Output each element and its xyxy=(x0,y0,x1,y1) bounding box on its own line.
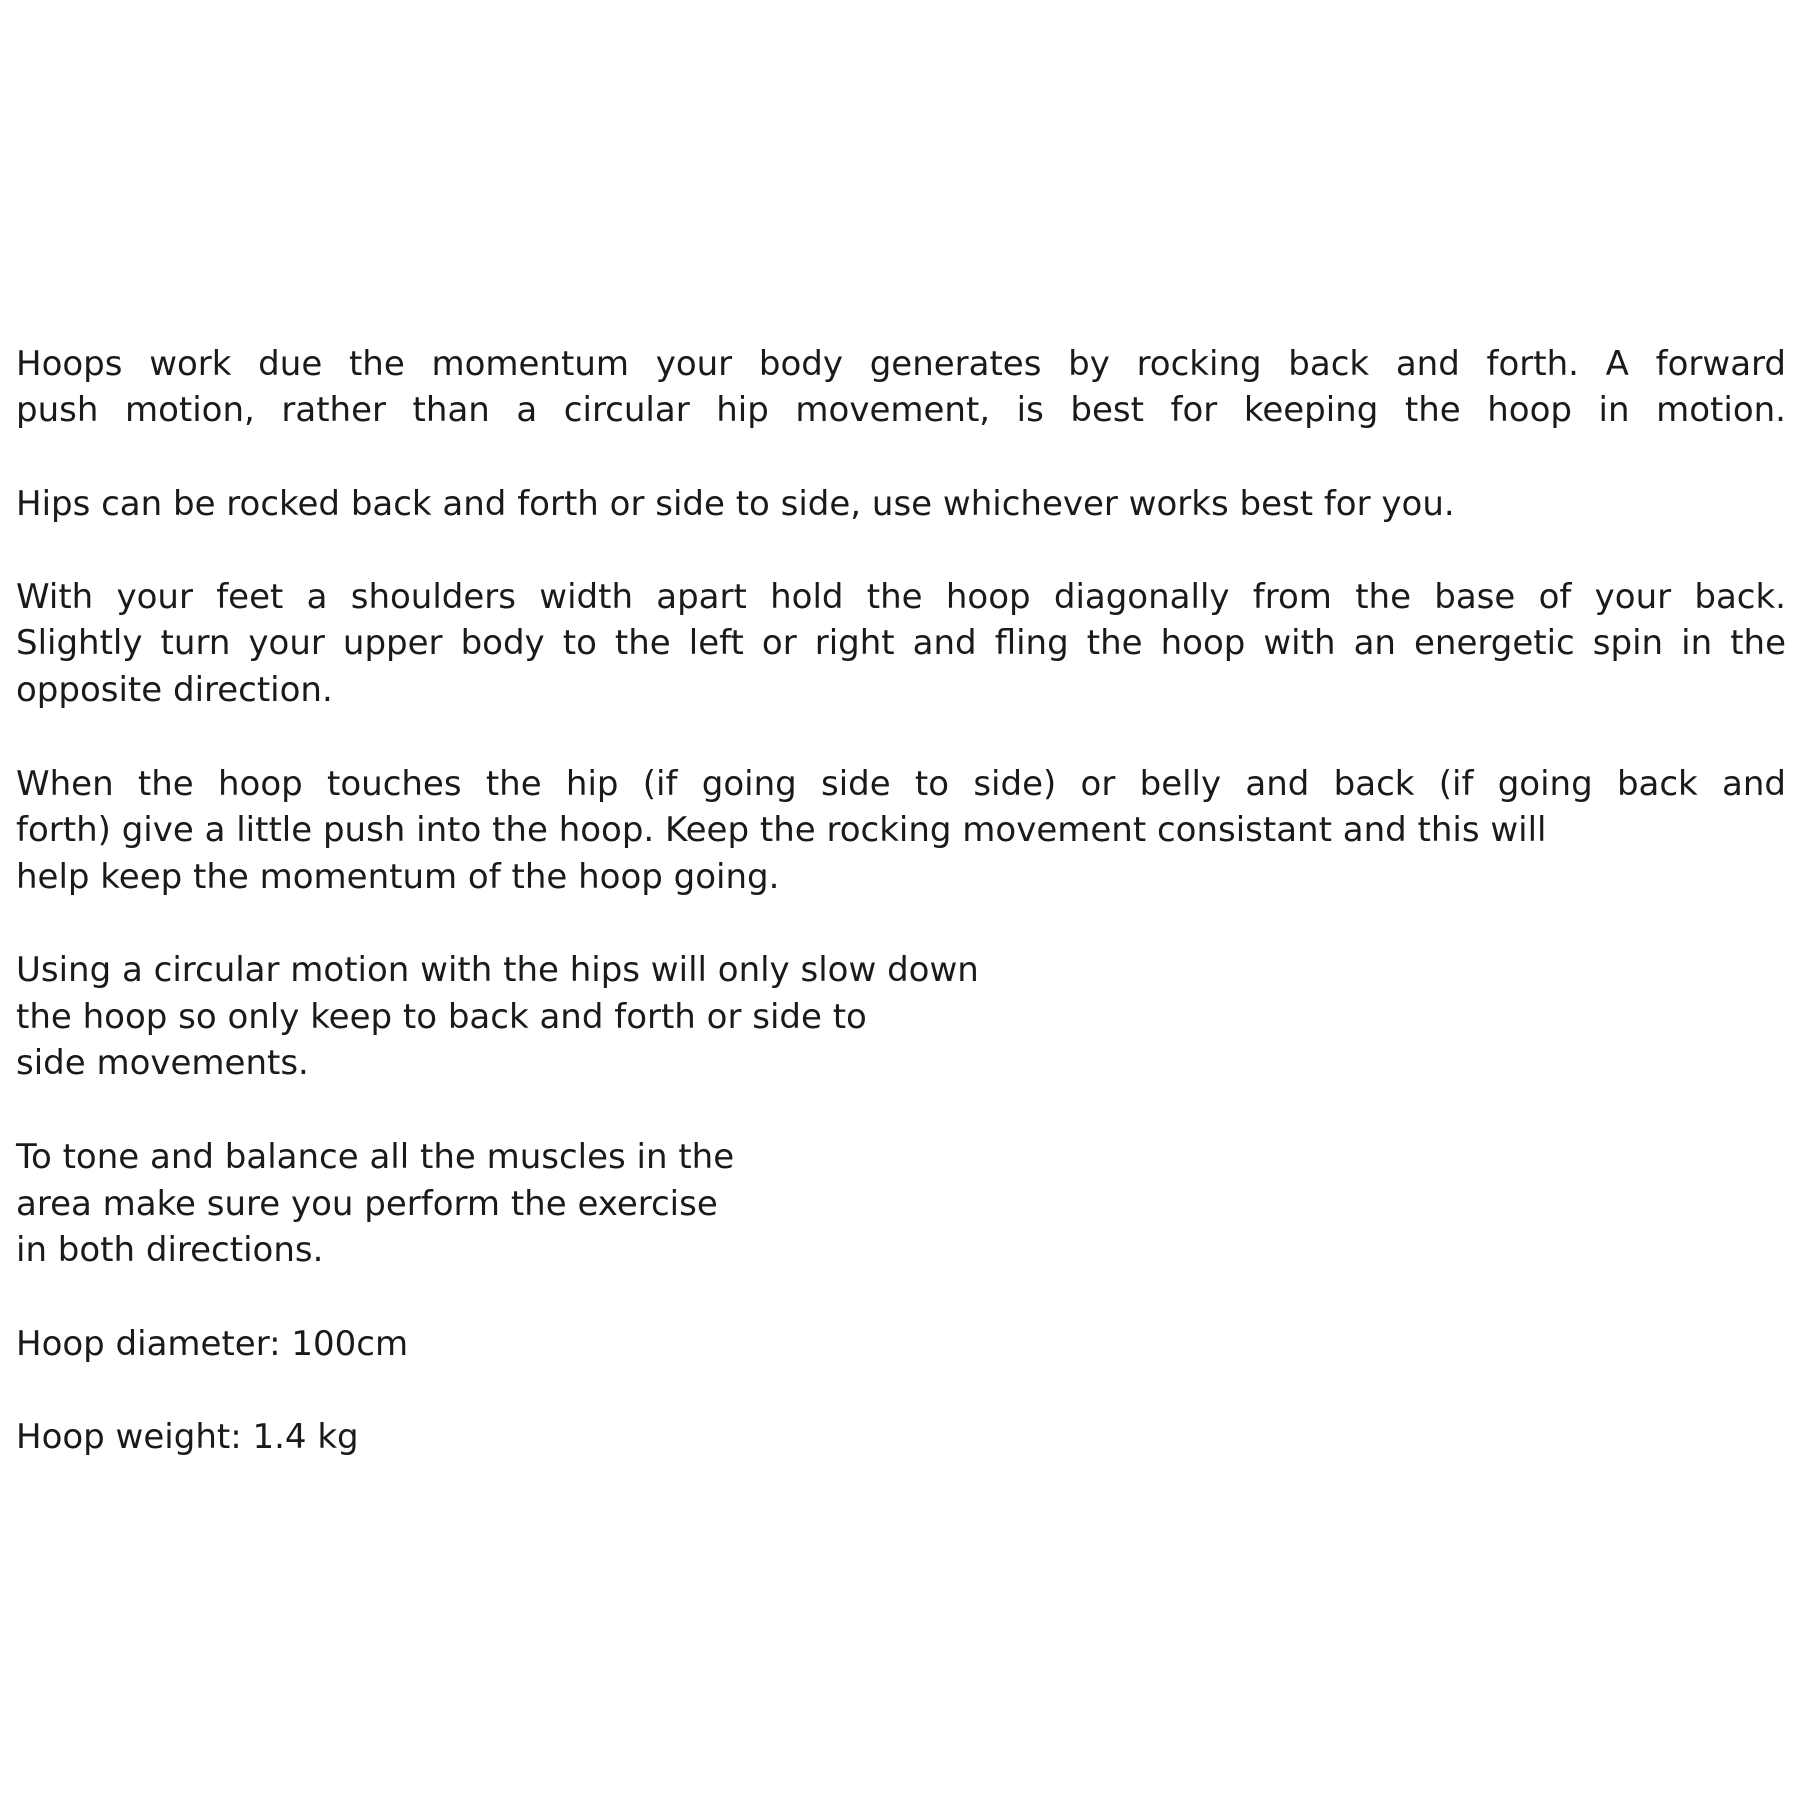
spec-hoop-weight: Hoop weight: 1.4 kg xyxy=(16,1417,359,1457)
paragraph-tone-line-3: in both directions. xyxy=(16,1230,324,1270)
paragraph-momentum-line-2: push motion, rather than a circular hip movement, is best for keeping the hoop in motion. xyxy=(16,390,1786,430)
paragraph-circular-line-3: side movements. xyxy=(16,1043,309,1083)
paragraph-stance-line-3: opposite direction. xyxy=(16,670,333,710)
paragraph-circular-line-1: Using a circular motion with the hips will only slow down xyxy=(16,950,979,990)
paragraph-circular-line-2: the hoop so only keep to back and forth or side to xyxy=(16,997,867,1037)
paragraph-tone-line-2: area make sure you perform the exercise xyxy=(16,1184,718,1224)
paragraph-momentum-line-1: Hoops work due the momentum your body generates by rocking back and forth. A forward xyxy=(16,344,1786,384)
paragraph-push-line-2: forth) give a little push into the hoop. Keep the rocking movement consistant and this will xyxy=(16,810,1547,850)
paragraph-stance-line-2: Slightly turn your upper body to the left or right and fling the hoop with an energetic spin in the xyxy=(16,623,1786,663)
paragraph-stance-line-1: With your feet a shoulders width apart hold the hoop diagonally from the base of your back. xyxy=(16,577,1786,617)
paragraph-push-line-1: When the hoop touches the hip (if going side to side) or belly and back (if going back and xyxy=(16,764,1786,804)
paragraph-hips-line-1: Hips can be rocked back and forth or side to side, use whichever works best for you. xyxy=(16,484,1455,524)
paragraph-push-line-3: help keep the momentum of the hoop going. xyxy=(16,857,780,897)
paragraph-tone-line-1: To tone and balance all the muscles in the xyxy=(16,1137,735,1177)
spec-hoop-diameter: Hoop diameter: 100cm xyxy=(16,1324,409,1364)
